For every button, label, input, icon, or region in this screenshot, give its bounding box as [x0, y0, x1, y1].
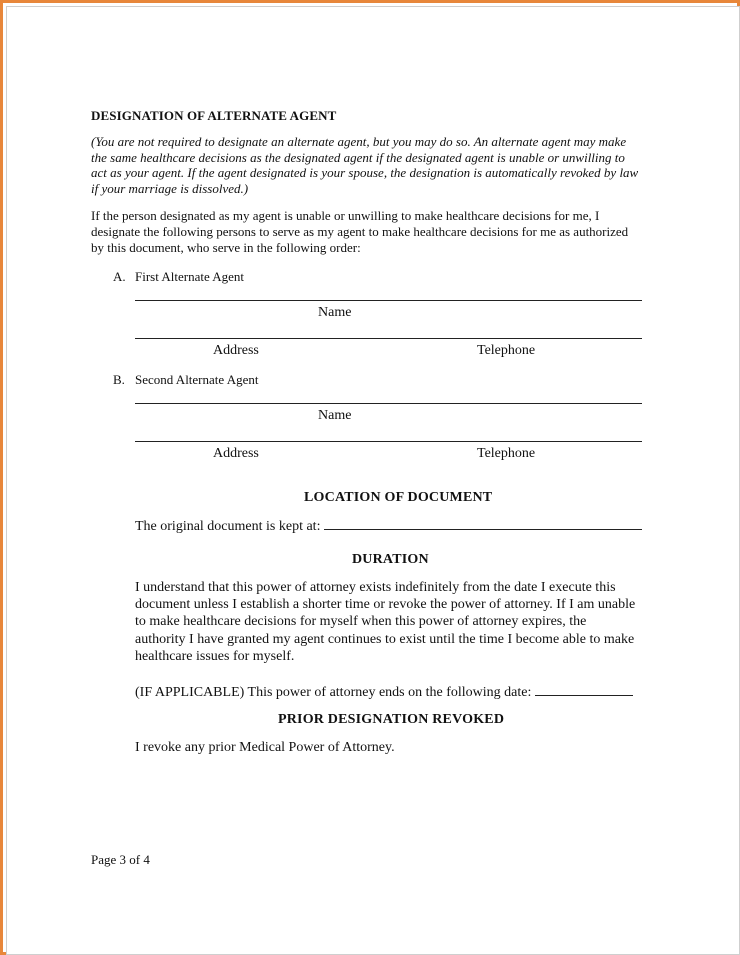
- intro-line: If the person designated as my agent is unable or unwilling to make healthcare decisions for me, I: [91, 208, 600, 223]
- first-alternate-address-line[interactable]: [135, 338, 642, 339]
- italic-note-line: if your marriage is dissolved.): [91, 180, 249, 196]
- end-date-blank[interactable]: [535, 683, 633, 696]
- location-line: [135, 517, 642, 535]
- second-alternate-text: Second Alternate Agent: [135, 372, 259, 387]
- first-alternate-text: First Alternate Agent: [135, 269, 245, 284]
- intro-paragraph: [91, 208, 628, 257]
- location-heading: LOCATION OF DOCUMENT: [304, 490, 493, 505]
- section-title: DESIGNATION OF ALTERNATE AGENT: [91, 108, 337, 123]
- duration-paragraph: [135, 579, 635, 665]
- italic-note-line: act as your agent. If the agent designated is your spouse, the designation is automatically revoked by law: [91, 165, 639, 181]
- duration-line: I understand that this power of attorney exists indefinitely from the date I execute this: [135, 580, 616, 595]
- duration-line: healthcare issues for myself.: [135, 648, 295, 664]
- duration-line: authority I have granted my agent continues to exist until the time I become able to make: [135, 631, 635, 647]
- italic-note: [91, 134, 651, 196]
- duration-heading: DURATION: [352, 552, 429, 567]
- first-alternate-telephone-caption: Telephone: [477, 343, 536, 358]
- first-alternate-name-caption: Name: [318, 305, 352, 320]
- second-alternate-label: [113, 372, 258, 388]
- intro-line: by this document, who serve in the following order:: [91, 240, 361, 256]
- italic-note-line: the same healthcare decisions as the designated agent if the designated agent is unable or unwilling to: [91, 149, 625, 165]
- duration-line: document unless I establish a shorter time or revoke the power of attorney. If I am unable: [135, 597, 636, 613]
- first-alternate-address-caption: Address: [213, 343, 259, 358]
- second-alternate-name-line[interactable]: [135, 403, 642, 404]
- prior-text: I revoke any prior Medical Power of Attorney.: [135, 740, 395, 755]
- page-number: Page 3 of 4: [91, 852, 150, 867]
- second-alternate-telephone-caption: Telephone: [477, 446, 536, 461]
- first-alternate-name-line[interactable]: [135, 300, 642, 301]
- duration-line: to make healthcare decisions for myself when this power of attorney expires, the: [135, 614, 587, 630]
- first-alternate-label: [113, 269, 244, 285]
- second-alternate-name-caption: Name: [318, 408, 352, 423]
- intro-line: designate the following persons to serve as my agent to make healthcare decisions for me as authorized: [91, 224, 629, 240]
- second-alternate-address-caption: Address: [213, 446, 259, 461]
- first-alternate-letter: A.: [113, 269, 126, 284]
- location-blank[interactable]: [324, 517, 642, 530]
- prior-heading: PRIOR DESIGNATION REVOKED: [278, 712, 505, 727]
- applicable-line: [135, 683, 633, 701]
- second-alternate-address-line[interactable]: [135, 441, 642, 442]
- italic-note-line: (You are not required to designate an alternate agent, but you may do so. An alternate agent may make: [91, 134, 627, 149]
- applicable-text: (IF APPLICABLE) This power of attorney ends on the following date:: [135, 685, 532, 700]
- location-text: The original document is kept at:: [135, 519, 321, 534]
- second-alternate-letter: B.: [113, 372, 125, 387]
